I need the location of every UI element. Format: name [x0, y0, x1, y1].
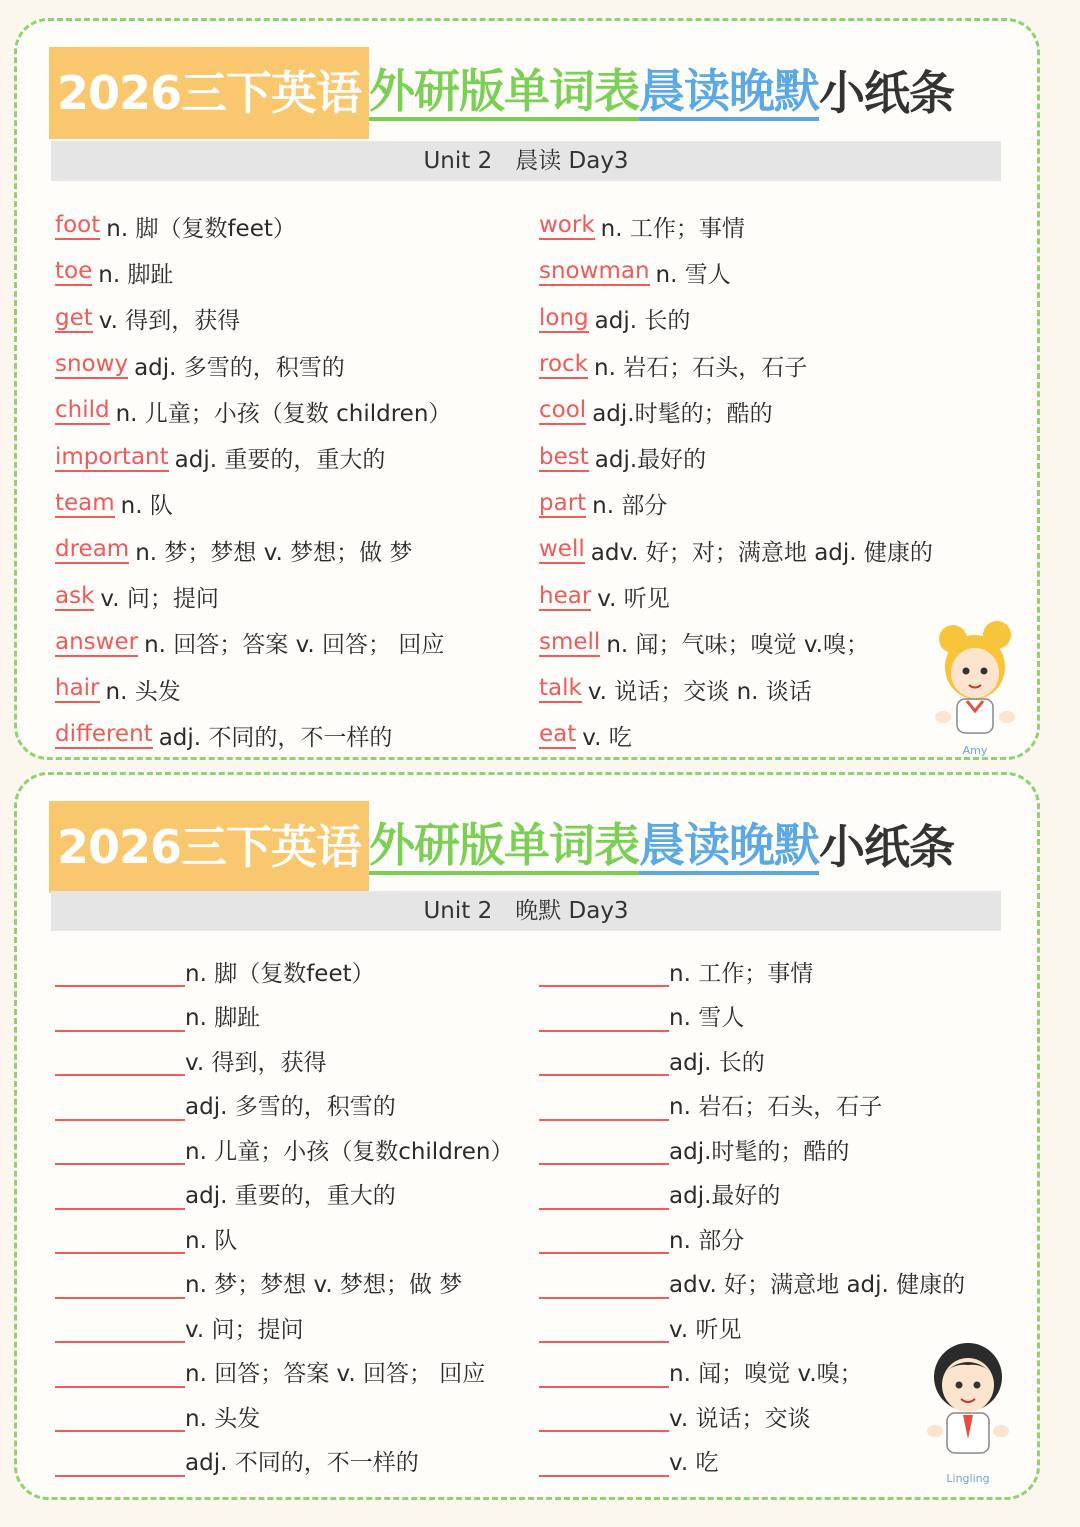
vocab-meaning: v. 说话；交谈 — [669, 1405, 811, 1432]
answer-blank[interactable] — [55, 1267, 185, 1299]
vocab-word: best — [539, 443, 589, 470]
vocab-row — [539, 434, 1009, 480]
dictation-row — [539, 1216, 1009, 1261]
vocab-meaning: v. 听见 — [669, 1316, 742, 1343]
vocab-meaning: n. 脚趾 — [185, 1005, 261, 1032]
vocab-word: hear — [539, 582, 592, 609]
vocab-meaning: v. 得到，获得 — [185, 1049, 327, 1076]
morning-card — [14, 18, 1040, 760]
vocab-row — [55, 434, 525, 480]
dictation-row — [539, 1172, 1009, 1217]
vocab-meaning: n. 脚（复数feet） — [185, 960, 375, 987]
title-part-year: 2026三下英语 — [49, 47, 369, 139]
lingling-avatar — [913, 1335, 1023, 1485]
vocab-meaning: n. 工作；事情 — [600, 215, 745, 242]
title-part-edition: 外研版单词表 — [369, 819, 639, 875]
title-part-note: 小纸条 — [819, 820, 955, 874]
vocab-row — [55, 388, 525, 434]
vocab-meaning: adj.时髦的；酷的 — [669, 1138, 850, 1165]
vocab-word: dream — [55, 536, 130, 563]
vocab-row — [539, 203, 1009, 249]
vocab-word: smell — [539, 628, 601, 655]
title-part-edition: 外研版单词表 — [369, 65, 639, 121]
answer-blank[interactable] — [539, 1000, 669, 1032]
vocab-meaning: n. 闻；嗅觉 v.嗅； — [669, 1361, 863, 1388]
answer-blank[interactable] — [55, 1356, 185, 1388]
vocab-row — [539, 527, 1009, 573]
vocab-meaning: adj.最好的 — [594, 447, 707, 474]
vocab-meaning: v. 吃 — [582, 724, 632, 751]
answer-blank[interactable] — [55, 1222, 185, 1254]
answer-blank[interactable] — [55, 1311, 185, 1343]
vocab-meaning: n. 回答；答案 v. 回答； 回应 — [185, 1361, 486, 1388]
vocab-word: get — [55, 304, 93, 331]
answer-blank[interactable] — [539, 1400, 669, 1432]
vocab-row — [55, 481, 525, 527]
dictation-row — [55, 1127, 525, 1172]
dictation-row — [55, 1083, 525, 1128]
dictation-row — [55, 1216, 525, 1261]
vocab-word: part — [539, 489, 587, 516]
vocab-word: team — [55, 489, 115, 516]
vocab-meaning: v. 问；提问 — [100, 586, 219, 613]
vocab-meaning: adj. 重要的，重大的 — [174, 447, 386, 474]
vocab-meaning: n. 雪人 — [669, 1005, 745, 1032]
answer-blank[interactable] — [55, 1089, 185, 1121]
vocab-meaning: adv. 好；对；满意地 adj. 健康的 — [590, 539, 933, 566]
vocab-meaning: v. 听见 — [597, 586, 670, 613]
vocab-row — [55, 527, 525, 573]
vocab-word: foot — [55, 212, 101, 239]
vocab-meaning: adj.最好的 — [669, 1183, 781, 1210]
answer-blank[interactable] — [539, 1445, 669, 1477]
vocab-meaning: v. 吃 — [669, 1450, 719, 1477]
vocab-word: long — [539, 304, 589, 331]
vocab-row — [539, 342, 1009, 388]
vocab-word: eat — [539, 721, 577, 748]
vocab-word: ask — [55, 582, 95, 609]
vocab-meaning: adj. 多雪的，积雪的 — [134, 354, 345, 381]
vocab-meaning: n. 回答；答案 v. 回答； 回应 — [144, 632, 445, 659]
vocab-row — [55, 203, 525, 249]
vocab-word: cool — [539, 397, 587, 424]
answer-blank[interactable] — [55, 1445, 185, 1477]
morning-subtitle: Unit 2 晨读 Day3 — [51, 141, 1001, 181]
evening-left-column — [55, 949, 525, 1483]
vocab-meaning: adj. 不同的，不一样的 — [185, 1450, 419, 1477]
vocab-row — [55, 296, 525, 342]
answer-blank[interactable] — [55, 1133, 185, 1165]
vocab-meaning: n. 部分 — [669, 1227, 745, 1254]
answer-blank[interactable] — [539, 1133, 669, 1165]
vocab-row — [539, 296, 1009, 342]
lingling-name-label: Lingling — [946, 1472, 990, 1485]
vocab-row — [539, 573, 1009, 619]
answer-blank[interactable] — [539, 1222, 669, 1254]
vocab-meaning: n. 梦；梦想 v. 梦想；做 梦 — [135, 539, 413, 566]
vocab-row — [55, 666, 525, 712]
vocab-meaning: n. 儿童；小孩（复数 children） — [115, 400, 452, 427]
vocab-word: different — [55, 721, 153, 748]
vocab-word: talk — [539, 675, 582, 702]
vocab-meaning: adj. 不同的，不一样的 — [158, 724, 393, 751]
girl-character-icon — [913, 1335, 1023, 1471]
vocab-meaning: n. 岩石；石头，石子 — [594, 354, 808, 381]
dictation-row — [539, 1038, 1009, 1083]
vocab-word: rock — [539, 351, 588, 378]
vocab-row — [539, 481, 1009, 527]
answer-blank[interactable] — [55, 955, 185, 987]
answer-blank[interactable] — [539, 1356, 669, 1388]
answer-blank[interactable] — [55, 1178, 185, 1210]
vocab-word: snowman — [539, 258, 650, 285]
dictation-row — [55, 949, 525, 994]
vocab-meaning: n. 脚趾 — [98, 261, 174, 288]
vocab-meaning: adj. 重要的，重大的 — [185, 1183, 396, 1210]
vocab-meaning: n. 工作；事情 — [669, 960, 814, 987]
dictation-row — [55, 1172, 525, 1217]
answer-blank[interactable] — [539, 1178, 669, 1210]
vocab-meaning: v. 说话；交谈 n. 谈话 — [587, 678, 812, 705]
dictation-row — [539, 1083, 1009, 1128]
vocab-word: toe — [55, 258, 93, 285]
vocab-meaning: adj. 长的 — [669, 1049, 765, 1076]
vocab-meaning: n. 儿童；小孩（复数children） — [185, 1138, 514, 1165]
vocab-meaning: n. 脚（复数feet） — [106, 215, 296, 242]
answer-blank[interactable] — [539, 1311, 669, 1343]
title-part-year: 2026三下英语 — [49, 801, 369, 893]
vocab-row — [55, 342, 525, 388]
vocab-row — [539, 249, 1009, 295]
vocab-row — [55, 573, 525, 619]
morning-left-column — [55, 203, 525, 759]
page-title — [49, 47, 954, 139]
dictation-row — [55, 1439, 525, 1484]
answer-blank[interactable] — [539, 1089, 669, 1121]
vocab-meaning: n. 队 — [120, 493, 173, 520]
dictation-row — [539, 949, 1009, 994]
answer-blank[interactable] — [55, 1000, 185, 1032]
answer-blank[interactable] — [539, 1044, 669, 1076]
dictation-row — [539, 1261, 1009, 1306]
amy-name-label: Amy — [962, 744, 988, 757]
amy-avatar — [923, 617, 1027, 757]
title-part-mode: 晨读晚默 — [639, 65, 819, 121]
vocab-meaning: adj.时髦的；酷的 — [592, 400, 773, 427]
vocab-word: hair — [55, 675, 100, 702]
title-part-mode: 晨读晚默 — [639, 819, 819, 875]
evening-card — [14, 772, 1040, 1500]
vocab-meaning: adj. 多雪的，积雪的 — [185, 1094, 396, 1121]
vocab-meaning: n. 头发 — [105, 678, 181, 705]
dictation-row — [55, 1261, 525, 1306]
dictation-row — [55, 1350, 525, 1395]
evening-subtitle: Unit 2 晚默 Day3 — [51, 891, 1001, 931]
vocab-meaning: v. 得到，获得 — [98, 308, 241, 335]
vocab-meaning: n. 闻；气味；嗅觉 v.嗅； — [606, 632, 869, 659]
answer-blank[interactable] — [539, 955, 669, 987]
vocab-meaning: n. 队 — [185, 1227, 238, 1254]
vocab-meaning: n. 部分 — [592, 493, 668, 520]
vocab-row — [55, 712, 525, 758]
answer-blank[interactable] — [55, 1044, 185, 1076]
vocab-meaning: n. 头发 — [185, 1405, 261, 1432]
title-part-note: 小纸条 — [819, 66, 955, 120]
vocab-row — [55, 620, 525, 666]
vocab-meaning: n. 雪人 — [655, 261, 731, 288]
dictation-row — [55, 1305, 525, 1350]
vocab-word: work — [539, 212, 595, 239]
vocab-meaning: n. 岩石；石头，石子 — [669, 1094, 883, 1121]
girl-character-icon — [923, 617, 1027, 743]
vocab-row — [539, 388, 1009, 434]
vocab-word: important — [55, 443, 169, 470]
dictation-row — [55, 1038, 525, 1083]
vocab-word: child — [55, 397, 110, 424]
vocab-word: answer — [55, 628, 139, 655]
answer-blank[interactable] — [55, 1400, 185, 1432]
vocab-meaning: adv. 好；满意地 adj. 健康的 — [669, 1272, 966, 1299]
dictation-row — [539, 994, 1009, 1039]
answer-blank[interactable] — [539, 1267, 669, 1299]
dictation-row — [539, 1127, 1009, 1172]
dictation-row — [55, 994, 525, 1039]
vocab-meaning: v. 问；提问 — [185, 1316, 304, 1343]
vocab-word: well — [539, 536, 585, 563]
page-title-repeat — [49, 801, 954, 893]
vocab-word: snowy — [55, 351, 129, 378]
vocab-row — [55, 249, 525, 295]
vocab-meaning: n. 梦；梦想 v. 梦想；做 梦 — [185, 1272, 463, 1299]
vocab-meaning: adj. 长的 — [594, 308, 691, 335]
dictation-row — [55, 1394, 525, 1439]
